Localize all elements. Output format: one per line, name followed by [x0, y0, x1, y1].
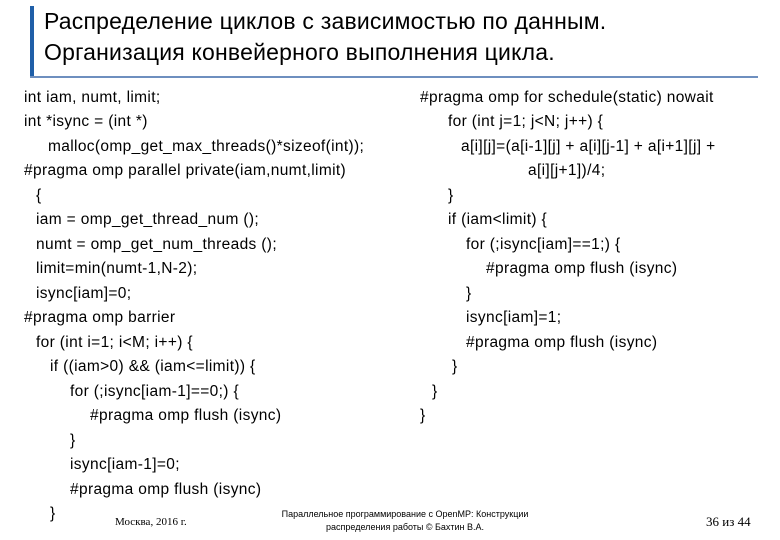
- code-right-line: }: [452, 358, 458, 375]
- code-left-line: #pragma omp parallel private(iam,numt,limit): [24, 162, 347, 179]
- code-left-line: int iam, numt, limit;: [24, 89, 161, 106]
- code-left-line: iam = omp_get_thread_num ();: [36, 211, 260, 228]
- code-left-line: if ((iam>0) && (iam<=limit)) {: [50, 358, 256, 375]
- code-left-line: for (int i=1; i<M; i++) {: [36, 334, 193, 351]
- code-right-line: for (int j=1; j<N; j++) {: [448, 113, 604, 130]
- code-right-line: #pragma omp flush (isync): [486, 260, 678, 277]
- code-left-line: numt = omp_get_num_threads ();: [36, 236, 277, 253]
- code-left-line: int *isync = (int *): [24, 113, 148, 130]
- footer-course-line-1: Параллельное программирование с OpenMP: Конструкции: [281, 509, 529, 519]
- code-right-line: }: [466, 285, 472, 302]
- footer-course-info: [240, 508, 570, 534]
- code-right-line: #pragma omp flush (isync): [466, 334, 658, 351]
- code-right-line: }: [448, 187, 454, 204]
- code-right-line: #pragma omp for schedule(static) nowait: [420, 89, 714, 106]
- slide-title: [44, 6, 606, 68]
- title-underline: [30, 76, 758, 78]
- footer-location-date: Москва, 2016 г.: [115, 516, 187, 528]
- code-right-line: a[i][j+1])/4;: [528, 162, 606, 179]
- code-right-line: }: [432, 383, 438, 400]
- code-right-line: for (;isync[iam]==1;) {: [466, 236, 621, 253]
- code-right-line: a[i][j]=(a[i-1][j] + a[i][j-1] + a[i+1][j] +: [461, 138, 716, 155]
- footer-course-line-2: распределения работы © Бахтин В.А.: [326, 522, 484, 532]
- title-accent-bar: [30, 6, 34, 76]
- code-left-line: limit=min(numt-1,N-2);: [36, 260, 198, 277]
- code-left-line: #pragma omp barrier: [24, 309, 176, 326]
- title-line-2: Организация конвейерного выполнения цикла.: [44, 39, 555, 65]
- code-right-line: isync[iam]=1;: [466, 309, 562, 326]
- code-left-line: isync[iam]=0;: [36, 285, 132, 302]
- code-right-line: if (iam<limit) {: [448, 211, 548, 228]
- title-line-1: Распределение циклов с зависимостью по данным.: [44, 8, 607, 34]
- page-number: 36 из 44: [706, 514, 751, 529]
- code-left-line: #pragma omp flush (isync): [90, 407, 282, 424]
- code-left-line: }: [70, 432, 76, 449]
- code-left-line: for (;isync[iam-1]==0;) {: [70, 383, 239, 400]
- code-left-line: {: [36, 187, 42, 204]
- code-left-line: malloc(omp_get_max_threads()*sizeof(int));: [48, 138, 365, 155]
- code-left-line: }: [50, 505, 56, 522]
- code-left-line: isync[iam-1]=0;: [70, 456, 180, 473]
- code-left-line: #pragma omp flush (isync): [70, 481, 262, 498]
- code-right-line: }: [420, 407, 426, 424]
